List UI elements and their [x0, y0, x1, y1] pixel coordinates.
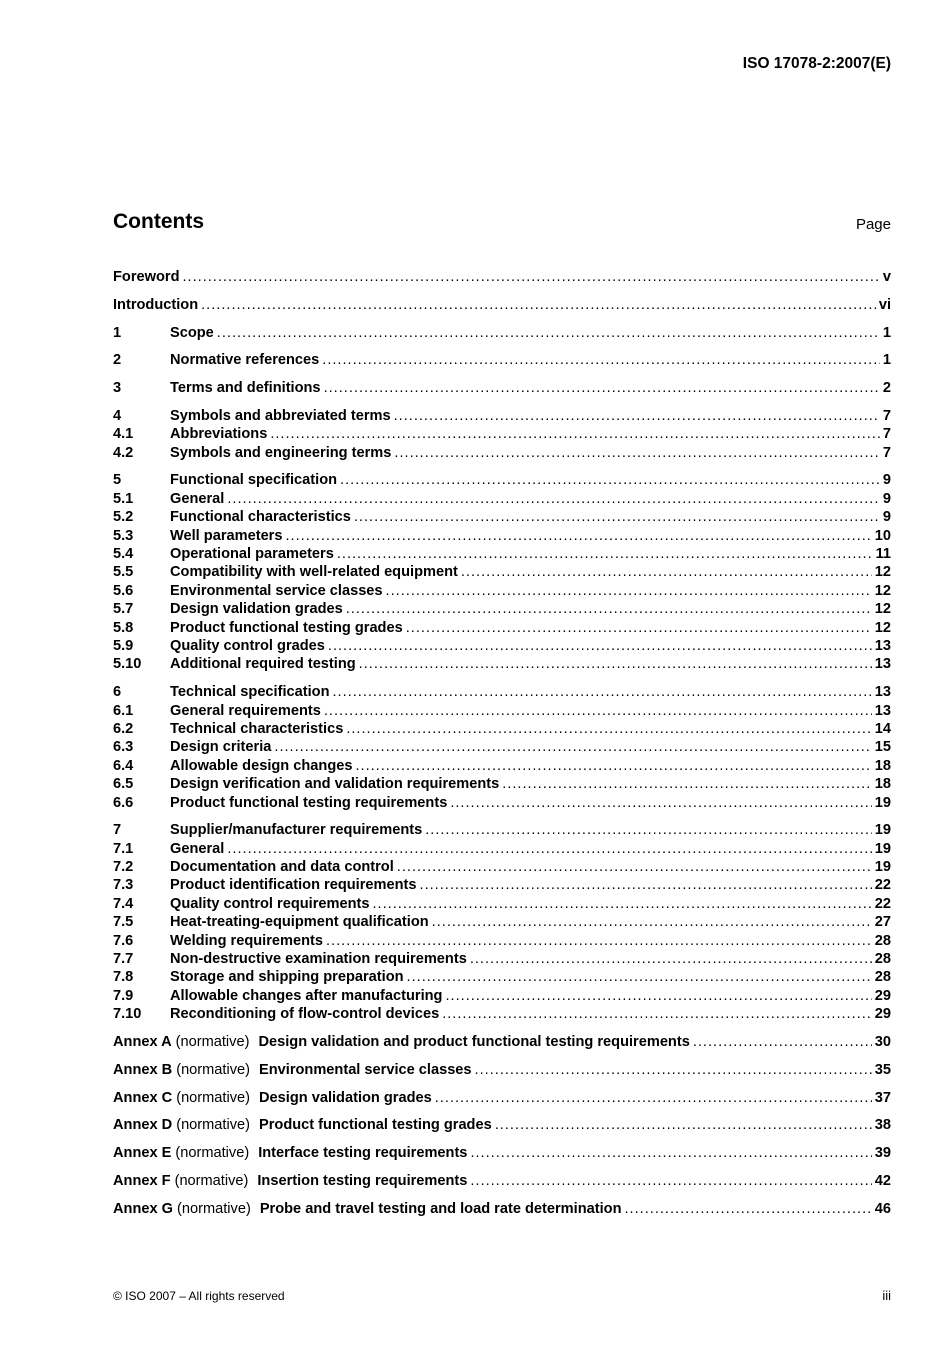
- annex-title: Probe and travel testing and load rate determination: [259, 1200, 622, 1217]
- toc-entry-number: 7.8: [113, 969, 134, 986]
- toc-entry-number: 3: [113, 380, 122, 397]
- toc-entry-number: 5.4: [113, 546, 134, 563]
- annex-page: 46: [874, 1200, 891, 1217]
- toc-entry-page: 19: [874, 840, 891, 857]
- toc-entry-number: 7.1: [113, 840, 134, 857]
- toc-entry-number: 7.10: [113, 1006, 142, 1023]
- dot-leader: [495, 1116, 872, 1134]
- annex-title: Insertion testing requirements: [257, 1172, 468, 1189]
- toc-entry-title: Compatibility with well-related equipment: [170, 564, 458, 581]
- toc-entry-page: 12: [874, 582, 891, 599]
- toc-entry[interactable]: [113, 720, 891, 738]
- toc-entry-title: Allowable design changes: [170, 757, 353, 774]
- toc-entry[interactable]: [113, 296, 891, 314]
- toc-entry[interactable]: [113, 683, 891, 701]
- toc-entry-page: 12: [874, 564, 891, 581]
- dot-leader: [227, 490, 880, 508]
- dot-leader: [693, 1033, 872, 1051]
- toc-entry[interactable]: [113, 490, 891, 508]
- toc-entry[interactable]: [113, 563, 891, 581]
- toc-entry-title: Additional required testing: [170, 656, 356, 673]
- toc-entry[interactable]: [113, 895, 891, 913]
- toc-entry-number: 5.6: [113, 582, 134, 599]
- toc-entry-page: 9: [882, 509, 891, 526]
- annex-type: (normative): [175, 1145, 250, 1162]
- toc-entry-title: Design validation grades: [170, 601, 343, 618]
- annex-page: 30: [874, 1033, 891, 1050]
- dot-leader: [407, 968, 872, 986]
- toc-entry[interactable]: [113, 987, 891, 1005]
- toc-entry-page: 13: [874, 684, 891, 701]
- toc-entry[interactable]: [113, 913, 891, 931]
- toc-entry-title: Scope: [170, 324, 214, 341]
- toc-entry-page: 19: [874, 822, 891, 839]
- toc-entry-number: 6.3: [113, 739, 134, 756]
- dot-leader: [470, 950, 872, 968]
- toc-entry-page: 22: [874, 895, 891, 912]
- dot-leader: [337, 545, 873, 563]
- toc-entry-title: Functional specification: [170, 472, 338, 489]
- toc-entry-page: 13: [874, 656, 891, 673]
- toc-entry-page: 28: [874, 969, 891, 986]
- toc-entry[interactable]: [113, 407, 891, 425]
- toc-entry[interactable]: [113, 757, 891, 775]
- toc-entry-number: 1: [113, 324, 122, 341]
- copyright-notice: © ISO 2007 – All rights reserved: [113, 1289, 285, 1303]
- dot-leader: [270, 425, 880, 443]
- dot-leader: [435, 1089, 872, 1107]
- dot-leader: [333, 683, 872, 701]
- toc-entry-page: 9: [882, 472, 891, 489]
- toc-entry-page: 1: [882, 352, 891, 369]
- dot-leader: [470, 1172, 871, 1190]
- annex-type: (normative): [176, 1061, 250, 1078]
- toc-entry-page: v: [882, 269, 891, 285]
- toc-entry[interactable]: [113, 821, 891, 839]
- dot-leader: [625, 1200, 872, 1218]
- annex-label: Annex F: [113, 1172, 171, 1189]
- dot-leader: [359, 655, 872, 673]
- toc-entry[interactable]: [113, 858, 891, 876]
- annex-page: 37: [874, 1089, 891, 1106]
- toc-entry-title: Well parameters: [170, 527, 283, 544]
- toc-entry-number: 7.9: [113, 987, 134, 1004]
- toc-entry-number: 4.2: [113, 444, 134, 461]
- document-id: ISO 17078-2:2007(E): [742, 55, 891, 72]
- toc-entry-title: General: [170, 840, 225, 857]
- toc-entry[interactable]: [113, 268, 891, 286]
- annex-page: 35: [874, 1061, 891, 1078]
- dot-leader: [475, 1061, 872, 1079]
- toc-entry-number: 5.5: [113, 564, 134, 581]
- toc-entry[interactable]: [113, 702, 891, 720]
- toc-entry-title: Heat-treating-equipment qualification: [170, 914, 429, 931]
- toc-entry[interactable]: [113, 508, 891, 526]
- toc-entry[interactable]: [113, 545, 891, 563]
- annex-type: (normative): [174, 1172, 249, 1189]
- annex-label: Annex G: [113, 1200, 174, 1217]
- toc-entry[interactable]: [113, 876, 891, 894]
- toc-annex-entry[interactable]: [113, 1089, 891, 1107]
- annex-title: Design validation grades: [259, 1089, 432, 1106]
- toc-entry-page: 10: [874, 527, 891, 544]
- dot-leader: [346, 720, 871, 738]
- toc-entry-title: Allowable changes after manufacturing: [170, 987, 443, 1004]
- dot-leader: [326, 932, 872, 950]
- toc-entry-number: 6.1: [113, 702, 134, 719]
- toc-entry-title: Operational parameters: [170, 546, 334, 563]
- toc-entry-number: 7.3: [113, 877, 134, 894]
- toc-annex-entry[interactable]: [113, 1116, 891, 1134]
- toc-entry-title: Quality control grades: [170, 637, 325, 654]
- toc-entry[interactable]: [113, 932, 891, 950]
- toc-entry-number: 6: [113, 684, 122, 701]
- toc-entry[interactable]: [113, 775, 891, 793]
- dot-leader: [373, 895, 872, 913]
- dot-leader: [346, 600, 872, 618]
- toc-entry-number: 6.6: [113, 794, 134, 811]
- toc-entry-number: 5.8: [113, 619, 134, 636]
- toc-entry-title: General: [170, 490, 225, 507]
- dot-leader: [355, 757, 871, 775]
- toc-entry[interactable]: [113, 471, 891, 489]
- toc-entry-page: 22: [874, 877, 891, 894]
- dot-leader: [406, 619, 872, 637]
- toc-entry-number: 5.2: [113, 509, 134, 526]
- toc-entry-number: 2: [113, 352, 122, 369]
- toc-entry-page: 11: [875, 546, 891, 563]
- toc-entry-page: 13: [874, 637, 891, 654]
- toc-entry[interactable]: [113, 738, 891, 756]
- annex-label: Annex D: [113, 1117, 173, 1134]
- dot-leader: [285, 527, 871, 545]
- toc-entry-title: Symbols and abbreviated terms: [170, 407, 391, 424]
- toc-entry-number: 5.1: [113, 490, 134, 507]
- dot-leader: [397, 858, 872, 876]
- toc-entry-page: 2: [882, 380, 891, 397]
- annex-title: Interface testing requirements: [258, 1145, 468, 1162]
- contents-heading: Contents: [113, 210, 204, 233]
- annex-page: 38: [874, 1117, 891, 1134]
- toc-entry-title: Technical specification: [170, 684, 330, 701]
- toc-entry-number: 7: [113, 822, 122, 839]
- toc-entry-title: Documentation and data control: [170, 859, 394, 876]
- annex-label: Annex C: [113, 1089, 173, 1106]
- page-number: iii: [882, 1288, 891, 1303]
- toc-entry-title: Abbreviations: [170, 426, 268, 443]
- toc-entry-title: Reconditioning of flow-control devices: [170, 1006, 440, 1023]
- toc-entry-page: 18: [874, 757, 891, 774]
- toc-entry-page: 13: [874, 702, 891, 719]
- toc-entry[interactable]: [113, 527, 891, 545]
- toc-entry-title: Supplier/manufacturer requirements: [170, 822, 423, 839]
- annex-type: (normative): [175, 1033, 250, 1050]
- toc-entry-title: Terms and definitions: [170, 380, 321, 397]
- toc-entry-title: Product functional testing requirements: [170, 794, 448, 811]
- dot-leader: [394, 407, 880, 425]
- toc-entry[interactable]: [113, 950, 891, 968]
- toc-entry-page: 28: [874, 951, 891, 968]
- toc-entry[interactable]: [113, 1005, 891, 1023]
- toc-entry-number: 5.9: [113, 637, 134, 654]
- annex-type: (normative): [176, 1089, 250, 1106]
- annex-page: 39: [874, 1145, 891, 1162]
- toc-entry-title: Introduction: [113, 296, 199, 313]
- toc-entry-page: 27: [874, 914, 891, 931]
- toc-entry-title: Product functional testing grades: [170, 619, 403, 636]
- dot-leader: [354, 508, 880, 526]
- page-column-label: Page: [855, 216, 891, 233]
- toc-entry[interactable]: [113, 968, 891, 986]
- toc-entry-title: Foreword: [113, 269, 180, 285]
- toc-entry-number: 5.10: [113, 656, 142, 673]
- toc-entry-title: Technical characteristics: [170, 720, 344, 737]
- toc-entry-number: 6.5: [113, 776, 134, 793]
- dot-leader: [340, 471, 880, 489]
- toc-entry-title: Product identification requirements: [170, 877, 417, 894]
- toc-entry-title: Storage and shipping preparation: [170, 969, 404, 986]
- annex-page: 42: [874, 1172, 891, 1189]
- toc-entry-title: Symbols and engineering terms: [170, 444, 392, 461]
- toc-entry[interactable]: [113, 637, 891, 655]
- toc-entry-number: 4.1: [113, 426, 134, 443]
- dot-leader: [217, 324, 880, 342]
- toc-entry[interactable]: [113, 582, 891, 600]
- toc-entry-number: 5.7: [113, 601, 134, 618]
- dot-leader: [432, 913, 872, 931]
- toc-entry[interactable]: [113, 655, 891, 673]
- toc-entry-page: 7: [882, 444, 891, 461]
- toc-entry-title: General requirements: [170, 702, 321, 719]
- toc-entry-title: Environmental service classes: [170, 582, 383, 599]
- annex-type: (normative): [176, 1117, 250, 1134]
- dot-leader: [324, 702, 872, 720]
- toc-entry[interactable]: [113, 379, 891, 397]
- annex-type: (normative): [177, 1200, 251, 1217]
- dot-leader: [502, 775, 872, 793]
- toc-entry-title: Functional characteristics: [170, 509, 351, 526]
- toc-annex-entry[interactable]: [113, 1200, 891, 1218]
- toc-entry-page: 15: [874, 739, 891, 756]
- toc-entry[interactable]: [113, 619, 891, 637]
- toc-entry-number: 7.4: [113, 895, 134, 912]
- annex-label: Annex E: [113, 1145, 172, 1162]
- annex-label: Annex B: [113, 1061, 173, 1078]
- toc-entry[interactable]: [113, 840, 891, 858]
- dot-leader: [322, 351, 880, 369]
- toc-entry-number: 7.6: [113, 932, 134, 949]
- toc-entry-title: Welding requirements: [170, 932, 323, 949]
- toc-entry-number: 4: [113, 407, 122, 424]
- toc-entry-title: Design verification and validation requirements: [170, 776, 500, 793]
- toc-entry-title: Normative references: [170, 352, 320, 369]
- dot-leader: [386, 582, 872, 600]
- toc-entry-number: 7.7: [113, 951, 134, 968]
- toc-entry-title: Non-destructive examination requirements: [170, 951, 467, 968]
- toc-entry[interactable]: [113, 444, 891, 462]
- toc-entry-page: 19: [874, 794, 891, 811]
- toc-entry-number: 6.4: [113, 757, 134, 774]
- dot-leader: [394, 444, 879, 462]
- table-of-contents: [113, 268, 891, 1218]
- toc-annex-entry[interactable]: [113, 1061, 891, 1079]
- toc-annex-entry[interactable]: [113, 1144, 891, 1162]
- toc-annex-entry[interactable]: [113, 1033, 891, 1051]
- toc-entry-page: 18: [874, 776, 891, 793]
- toc-entry-number: 6.2: [113, 720, 134, 737]
- toc-entry-page: 12: [874, 601, 891, 618]
- toc-entry-page: 28: [874, 932, 891, 949]
- toc-entry[interactable]: [113, 324, 891, 342]
- dot-leader: [227, 840, 871, 858]
- toc-entry-title: Design criteria: [170, 739, 272, 756]
- annex-title: Environmental service classes: [259, 1061, 472, 1078]
- dot-leader: [324, 379, 880, 397]
- toc-entry-page: 7: [882, 407, 891, 424]
- dot-leader: [425, 821, 872, 839]
- toc-entry-number: 5: [113, 472, 122, 489]
- dot-leader: [182, 268, 879, 286]
- toc-entry[interactable]: [113, 351, 891, 369]
- dot-leader: [420, 876, 872, 894]
- annex-title: Product functional testing grades: [259, 1117, 492, 1134]
- toc-entry-page: 9: [882, 490, 891, 507]
- toc-entry-page: 1: [882, 324, 891, 341]
- toc-entry-page: 19: [874, 859, 891, 876]
- annex-title: Design validation and product functional testing requirements: [258, 1033, 690, 1050]
- toc-entry[interactable]: [113, 600, 891, 618]
- toc-entry-page: 7: [882, 426, 891, 443]
- toc-entry-page: 29: [874, 1006, 891, 1023]
- dot-leader: [274, 738, 871, 756]
- toc-entry-number: 5.3: [113, 527, 134, 544]
- toc-entry-page: 12: [874, 619, 891, 636]
- dot-leader: [450, 794, 871, 812]
- toc-entry-number: 7.5: [113, 914, 134, 931]
- dot-leader: [445, 987, 871, 1005]
- dot-leader: [461, 563, 872, 581]
- dot-leader: [470, 1144, 871, 1162]
- toc-entry[interactable]: [113, 794, 891, 812]
- toc-entry-title: Quality control requirements: [170, 895, 370, 912]
- dot-leader: [328, 637, 872, 655]
- annex-label: Annex A: [113, 1033, 172, 1050]
- toc-entry-page: 14: [874, 720, 891, 737]
- toc-entry-number: 7.2: [113, 859, 134, 876]
- dot-leader: [201, 296, 876, 314]
- toc-entry[interactable]: [113, 425, 891, 443]
- toc-annex-entry[interactable]: [113, 1172, 891, 1190]
- toc-entry-page: vi: [878, 296, 891, 313]
- dot-leader: [442, 1005, 872, 1023]
- toc-entry-page: 29: [874, 987, 891, 1004]
